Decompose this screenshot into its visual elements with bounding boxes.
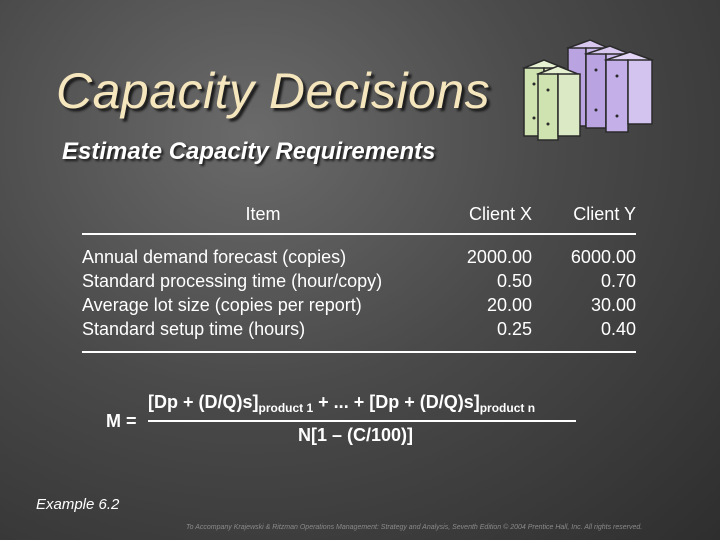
client-x-value: 20.00 bbox=[486, 295, 532, 315]
client-x-value: 2000.00 bbox=[466, 247, 532, 267]
example-label: Example 6.2 bbox=[36, 496, 120, 513]
fraction-bar bbox=[148, 420, 576, 422]
client-y-value: 30.00 bbox=[590, 295, 636, 315]
column-header-client-x: Client X bbox=[444, 198, 532, 234]
client-x-value: 0.25 bbox=[444, 317, 532, 352]
slide-subtitle: Estimate Capacity Requirements bbox=[62, 138, 436, 165]
client-y-value: 0.70 bbox=[600, 271, 636, 291]
formula-numerator bbox=[148, 392, 535, 415]
client-x-value: 0.50 bbox=[496, 271, 532, 291]
row-label: Annual demand forecast (copies) bbox=[82, 247, 347, 267]
column-header-client-y: Client Y bbox=[532, 198, 636, 234]
row-label: Average lot size (copies per report) bbox=[82, 295, 362, 315]
numerator-term-n: + ... + [Dp + (D/Q)s] bbox=[313, 392, 480, 412]
row-label: Standard processing time (hour/copy) bbox=[82, 271, 383, 291]
formula-lhs: M = bbox=[106, 411, 137, 431]
footer-copyright: To Accompany Krajewski & Ritzman Operations Management: Strategy and Analysis, Seventh Edition © 2004 Prentice Hall, Inc. All rights reserved. bbox=[186, 524, 643, 531]
column-header-item: Item bbox=[82, 198, 444, 234]
client-y-value: 6000.00 bbox=[570, 247, 636, 267]
numerator-term-1: [Dp + (D/Q)s] bbox=[148, 392, 259, 412]
numerator-subscript-n: product n bbox=[479, 401, 536, 415]
formula-denominator: N[1 – (C/100)] bbox=[298, 425, 414, 445]
row-label: Standard setup time (hours) bbox=[82, 317, 444, 352]
slide-title: Capacity Decisions bbox=[56, 63, 491, 119]
client-y-value: 0.40 bbox=[532, 317, 636, 352]
numerator-subscript-1: product 1 bbox=[258, 401, 314, 415]
